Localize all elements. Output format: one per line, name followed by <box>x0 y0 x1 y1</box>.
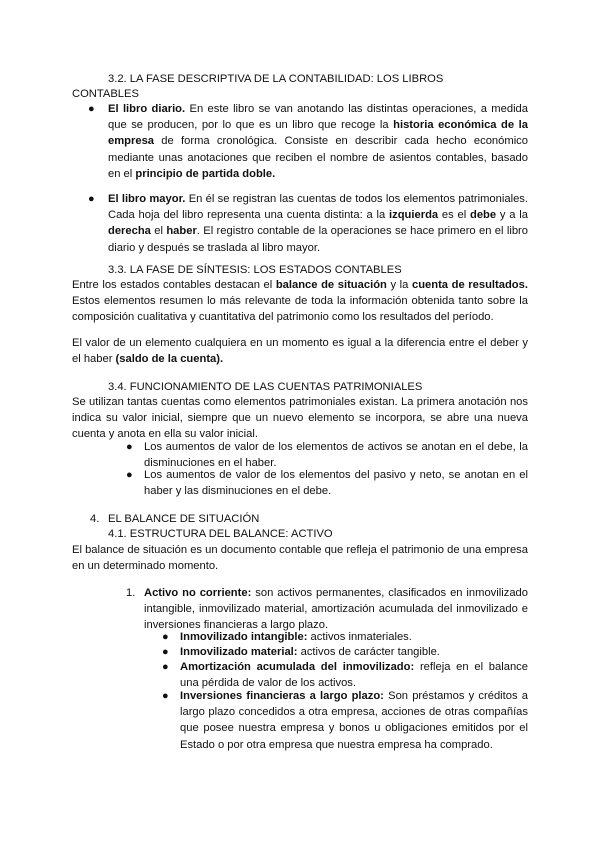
bullet-icon: ● <box>162 631 169 643</box>
sub-item-inmovilizado-material: Inmovilizado material: activos de carácter tangible. <box>180 646 440 658</box>
section-3-3-paragraph-2: El valor de un elemento cualquiera en un momento es igual a la diferencia entre el deber y el haber (saldo de la cuenta). <box>72 337 528 366</box>
section-4-intro: El balance de situación es un documento contable que refleja el patrimonio de una empresa en un determinado momento. <box>72 544 528 573</box>
bullet-icon: ● <box>162 690 169 702</box>
libro-mayor-paragraph: El libro mayor. En él se registran las cuentas de todos los elementos patrimoniales. Cada hoja del libro representa una cuenta distinta: a la izquierda es el debe y a la derecha el haber. El registro contable de la operaciones se hace primero en el libro diario y después se traslada al libro mayor. <box>108 193 528 254</box>
section-3-2-title-cont: CONTABLES <box>72 88 139 100</box>
section-3-3-paragraph-1: Entre los estados contables destacan el balance de situación y la cuenta de resultados. Estos elementos resumen lo más relevante de toda la información obtenida tanto sobre la composición cualitativa y cuantitativa del patrimonio como los resultados del período. <box>72 279 528 324</box>
section-4-1-title: 4.1. ESTRUCTURA DEL BALANCE: ACTIVO <box>108 528 333 540</box>
libro-diario-paragraph: El libro diario. En este libro se van anotando las distintas operaciones, a medida que se producen, por lo que es un libro que recoge la historia económica de la empresa de forma cronológica. Consiste en describir cada hecho económico mediante unas anotaciones que reciben el nombre de asientos contables, basado en el principio de partida doble. <box>108 103 529 180</box>
section-3-4-intro: Se utilizan tantas cuentas como elementos patrimoniales existan. La primera anotación nos indica su valor inicial, siempre que un nuevo elemento se incorpora, se abre una nueva cuenta y anota en ella su valor inicial. <box>72 396 528 441</box>
bullet-icon: ● <box>126 441 133 453</box>
activo-no-corriente-term: Activo no corriente: <box>144 587 252 599</box>
sub-item-inversiones-financieras: Inversiones financieras a largo plazo: Son préstamos y créditos a largo plazo concedidos a otra empresa, acciones de otras compañías que posee nuestra empresa y bonos u obligaciones emitidos por el Estado o por otra empresa que nuestra empresa ha comprado. <box>180 690 529 751</box>
section-4-number: 4. <box>90 513 100 525</box>
section-3-4-bullet-1: Los aumentos de valor de los elementos de activos se anotan en el debe, la disminuciones en el haber. <box>144 441 528 470</box>
libro-diario-term: El libro diario. <box>108 103 186 115</box>
section-3-4-title: 3.4. FUNCIONAMIENTO DE LAS CUENTAS PATRIMONIALES <box>108 381 423 393</box>
activo-no-corriente-item: Activo no corriente: son activos permanentes, clasificados en inmovilizado intangible, inmovilizado material, amortización acumulada del inmovilizado e inversiones financieras a largo plazo. <box>144 587 528 632</box>
libro-mayor-term: El libro mayor. <box>108 193 186 205</box>
section-3-2-title: 3.2. LA FASE DESCRIPTIVA DE LA CONTABILIDAD: LOS LIBROS <box>108 73 444 85</box>
bullet-icon: ● <box>88 193 95 205</box>
bullet-icon: ● <box>88 103 95 115</box>
sub-item-amortizacion: Amortización acumulada del inmovilizado: refleja en el balance una pérdida de valor de los activos. <box>180 661 529 690</box>
sub-item-inmovilizado-intangible: Inmovilizado intangible: activos inmateriales. <box>180 631 412 643</box>
bullet-icon: ● <box>126 469 133 481</box>
section-3-4-bullet-2: Los aumentos de valor de los elementos del pasivo y neto, se anotan en el haber y las disminuciones en el debe. <box>144 469 528 498</box>
bullet-icon: ● <box>162 661 169 673</box>
section-4-title: EL BALANCE DE SITUACIÓN <box>108 513 260 525</box>
list-number: 1. <box>126 587 136 599</box>
bullet-icon: ● <box>162 646 169 658</box>
section-3-3-title: 3.3. LA FASE DE SÍNTESIS: LOS ESTADOS CONTABLES <box>108 264 402 276</box>
